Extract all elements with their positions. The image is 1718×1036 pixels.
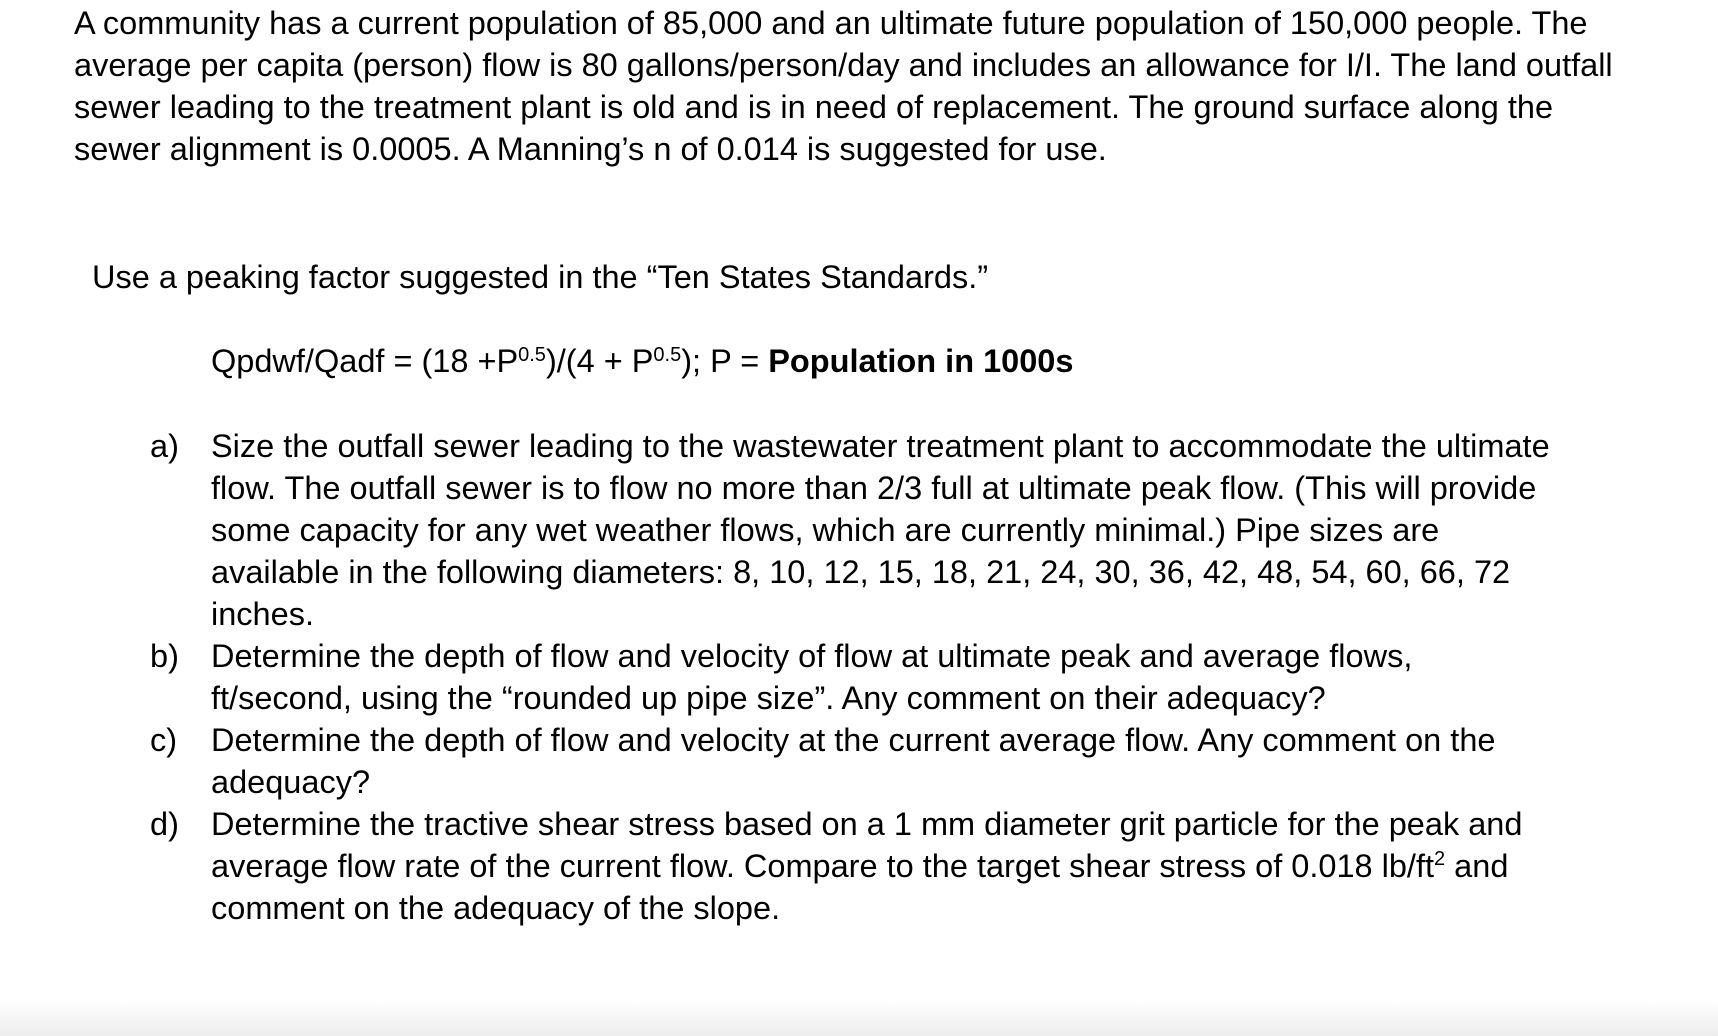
item-label: c) [150,722,178,758]
item-text-part: Determine the tractive shear stress based on a 1 mm diameter grit particle for the peak and average flow rate of the current flow. Compare to the target shear stress of 0.018 lb/ft [211,806,1523,884]
peaking-formula [211,340,1073,382]
formula-end: ); P = [681,343,769,379]
item-text [211,803,1550,929]
question-c [150,719,1550,803]
formula-exponent: 0.5 [518,344,546,366]
question-a [150,425,1550,635]
formula-mid: )/(4 + P [545,343,654,379]
superscript: 2 [1434,848,1446,870]
item-label: b) [150,638,179,674]
peaking-factor-note: Use a peaking factor suggested in the “Ten States Standards.” [92,259,989,295]
item-text: Determine the depth of flow and velocity at the current average flow. Any comment on the adequacy? [211,722,1496,800]
formula-lhs: Qpdwf/Qadf = (18 +P [211,343,519,379]
formula-exponent: 0.5 [653,344,682,366]
question-list [150,425,1550,929]
question-b [150,635,1550,719]
item-label: a) [150,428,179,464]
question-d [150,803,1550,929]
formula-definition: Population in 1000s [768,343,1074,379]
item-text-part: and comment on the adequacy of the slope. [211,848,1509,926]
item-text: Size the outfall sewer leading to the wastewater treatment plant to accommodate the ultimate flow. The outfall sewer is to flow no more than 2/3 full at ultimate peak flow. (This will provide some capacity for any wet weather flows, which are currently minimal.) Pipe sizes are available in the following diameters: 8, 10, 12, 15, 18, 21, 24, 30, 36, 42, 48, 54, 60, 66, 72 inches. [211,428,1550,632]
problem-intro: A community has a current population of 85,000 and an ultimate future population of 150,000 people. The average per capita (person) flow is 80 gallons/person/day and includes an allowance for I/I. The land outfall sewer leading to the treatment plant is old and is in need of replacement. The ground surface along the sewer alignment is 0.0005. A Manning’s n of 0.014 is suggested for use. [74,5,1613,167]
item-label: d) [150,806,179,842]
item-text: Determine the depth of flow and velocity of flow at ultimate peak and average flows, ft/second, using the “rounded up pipe size”. Any comment on their adequacy? [211,638,1413,716]
